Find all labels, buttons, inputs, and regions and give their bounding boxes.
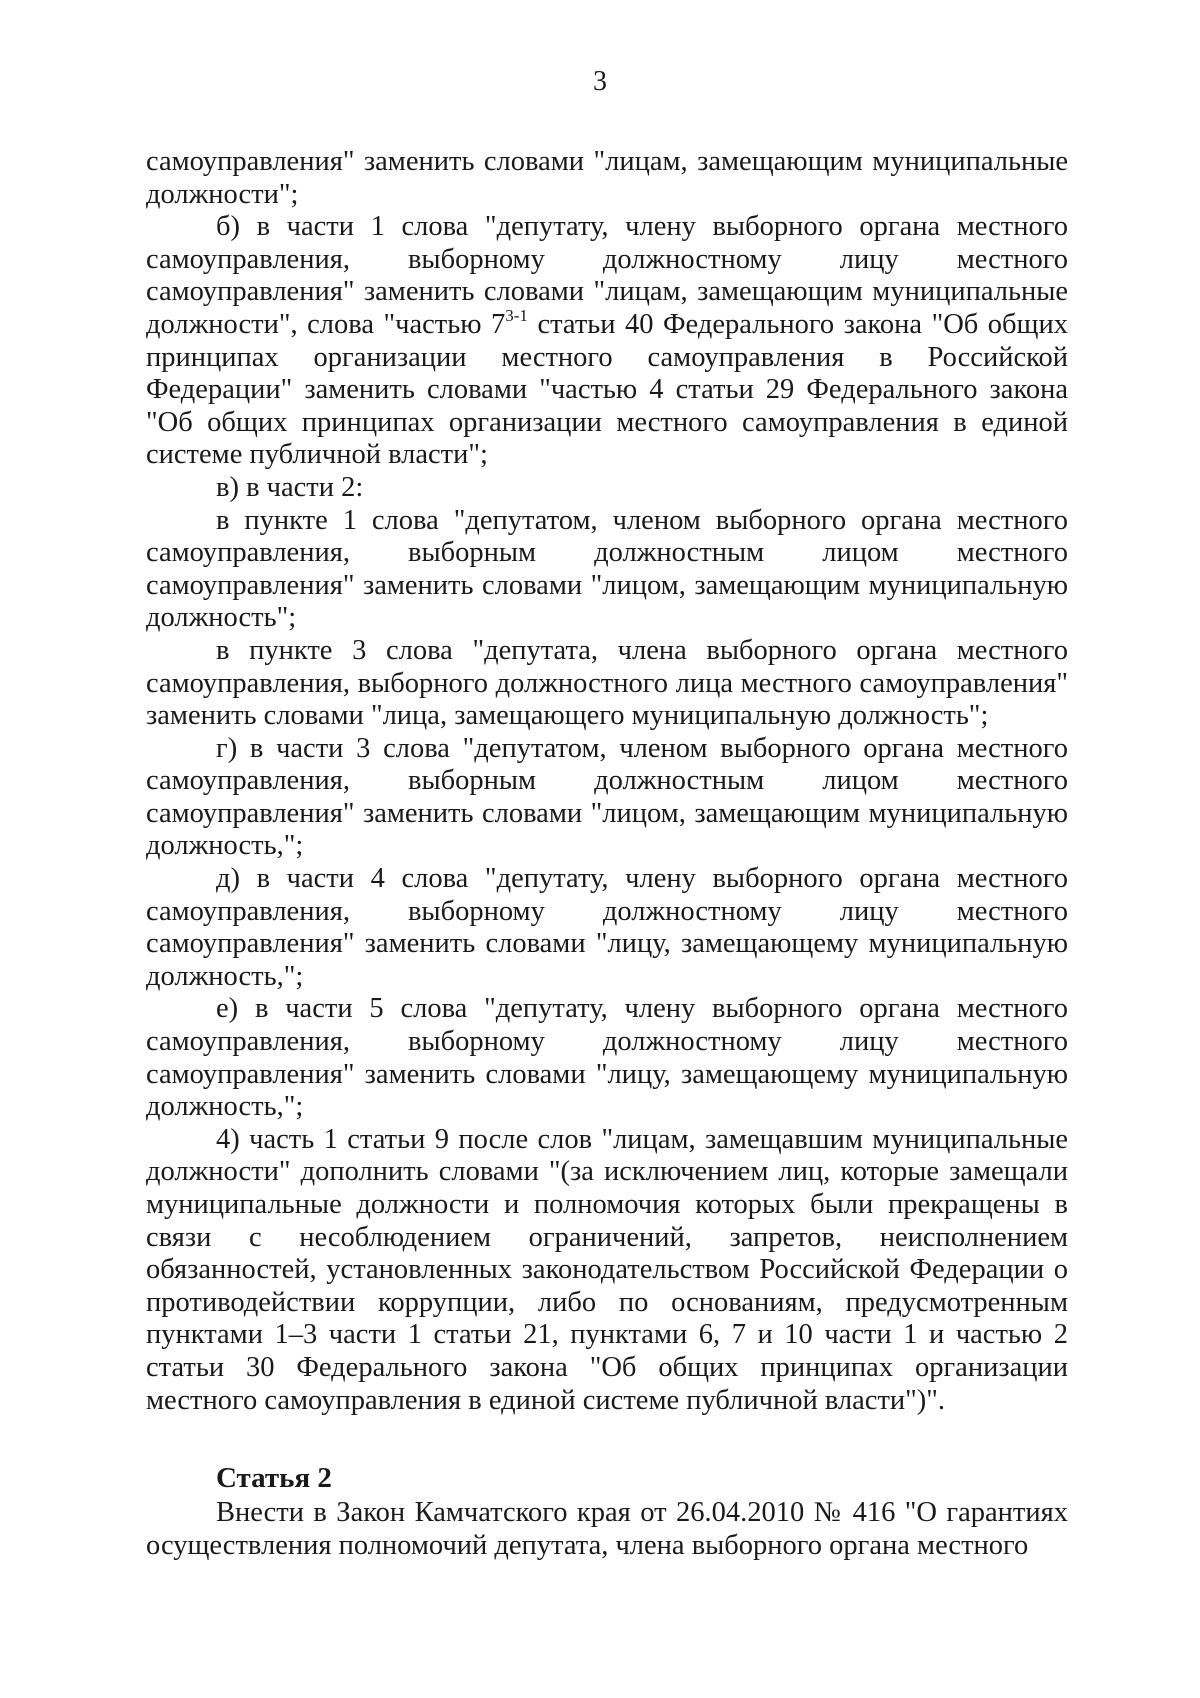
paragraph-subitem-3: в пункте 3 слова "депутата, члена выборного органа местного самоуправления, выборного должностного лица местного самоуправления" заменить словами "лица, замещающего муниципальную должность";	[146, 634, 1068, 732]
article-heading: Статья 2	[216, 1462, 332, 1495]
page-number: 3	[593, 66, 607, 97]
paragraph-subitem-1: в пункте 1 слова "депутатом, членом выборного органа местного самоуправления, выборным должностным лицом местного самоуправления" заменить словами "лицом, замещающим муниципальную должность";	[146, 504, 1068, 634]
paragraph-continuation: самоуправления" заменить словами "лицам, замещающим муниципальные должности";	[146, 146, 1068, 210]
paragraph-item-b-text-end: статьи 40 Федерального закона "Об общих принципах организации местного самоуправления в Российской Федерации" заменить словами "частью 4 статьи 29 Федерального закона "Об общих принципах организации местного самоуправления в единой системе публичной власти";	[146, 308, 1068, 471]
paragraph-item-e: е) в части 5 слова "депутату, члену выборного органа местного самоуправления, выборному должностному лицу местного самоуправления" заменить словами "лицу, замещающему муниципальную должность,";	[146, 993, 1068, 1123]
superscript-index: 3-1	[505, 305, 528, 325]
paragraph-item-d: д) в части 4 слова "депутату, члену выборного органа местного самоуправления, выборному должностному лицу местного самоуправления" заменить словами "лицу, замещающему муниципальную должность,";	[146, 863, 1068, 992]
paragraph-item-v: в) в части 2:	[216, 471, 364, 503]
paragraph-item-b-text-start: б) в части 1 слова "депутату, члену выборного органа местного самоуправления, выборному должностному лицу местного самоуправления" заменить словами "лицам, замещающим муниципальные должности", слова "частью 7	[146, 211, 1068, 340]
paragraph-item-b	[146, 211, 1068, 472]
paragraph-item-4: 4) часть 1 статьи 9 после слов "лицам, замещавшим муниципальные должности" дополнить словами "(за исключением лиц, которые замещали муниципальные должности и полномочия которых были прекращены в связи с несоблюдением ограничений, запретов, неисполнением обязанностей, установленных законодательством Российской Федерации о противодействии коррупции, либо по основаниям, предусмотренным пунктами 1–3 части 1 статьи 21, пунктами 6, 7 и 10 части 1 и частью 2 статьи 30 Федерального закона "Об общих принципах организации местного самоуправления в единой системе публичной власти")".	[146, 1123, 1068, 1416]
paragraph-item-g: г) в части 3 слова "депутатом, членом выборного органа местного самоуправления, выборным должностным лицом местного самоуправления" заменить словами "лицом, замещающим муниципальную должность,";	[146, 732, 1068, 862]
article-paragraph: Внести в Закон Камчатского края от 26.04.2010 № 416 "О гарантиях осуществления полномочий депутата, члена выборного органа местного	[146, 1497, 1068, 1561]
document-body	[146, 146, 1068, 1562]
